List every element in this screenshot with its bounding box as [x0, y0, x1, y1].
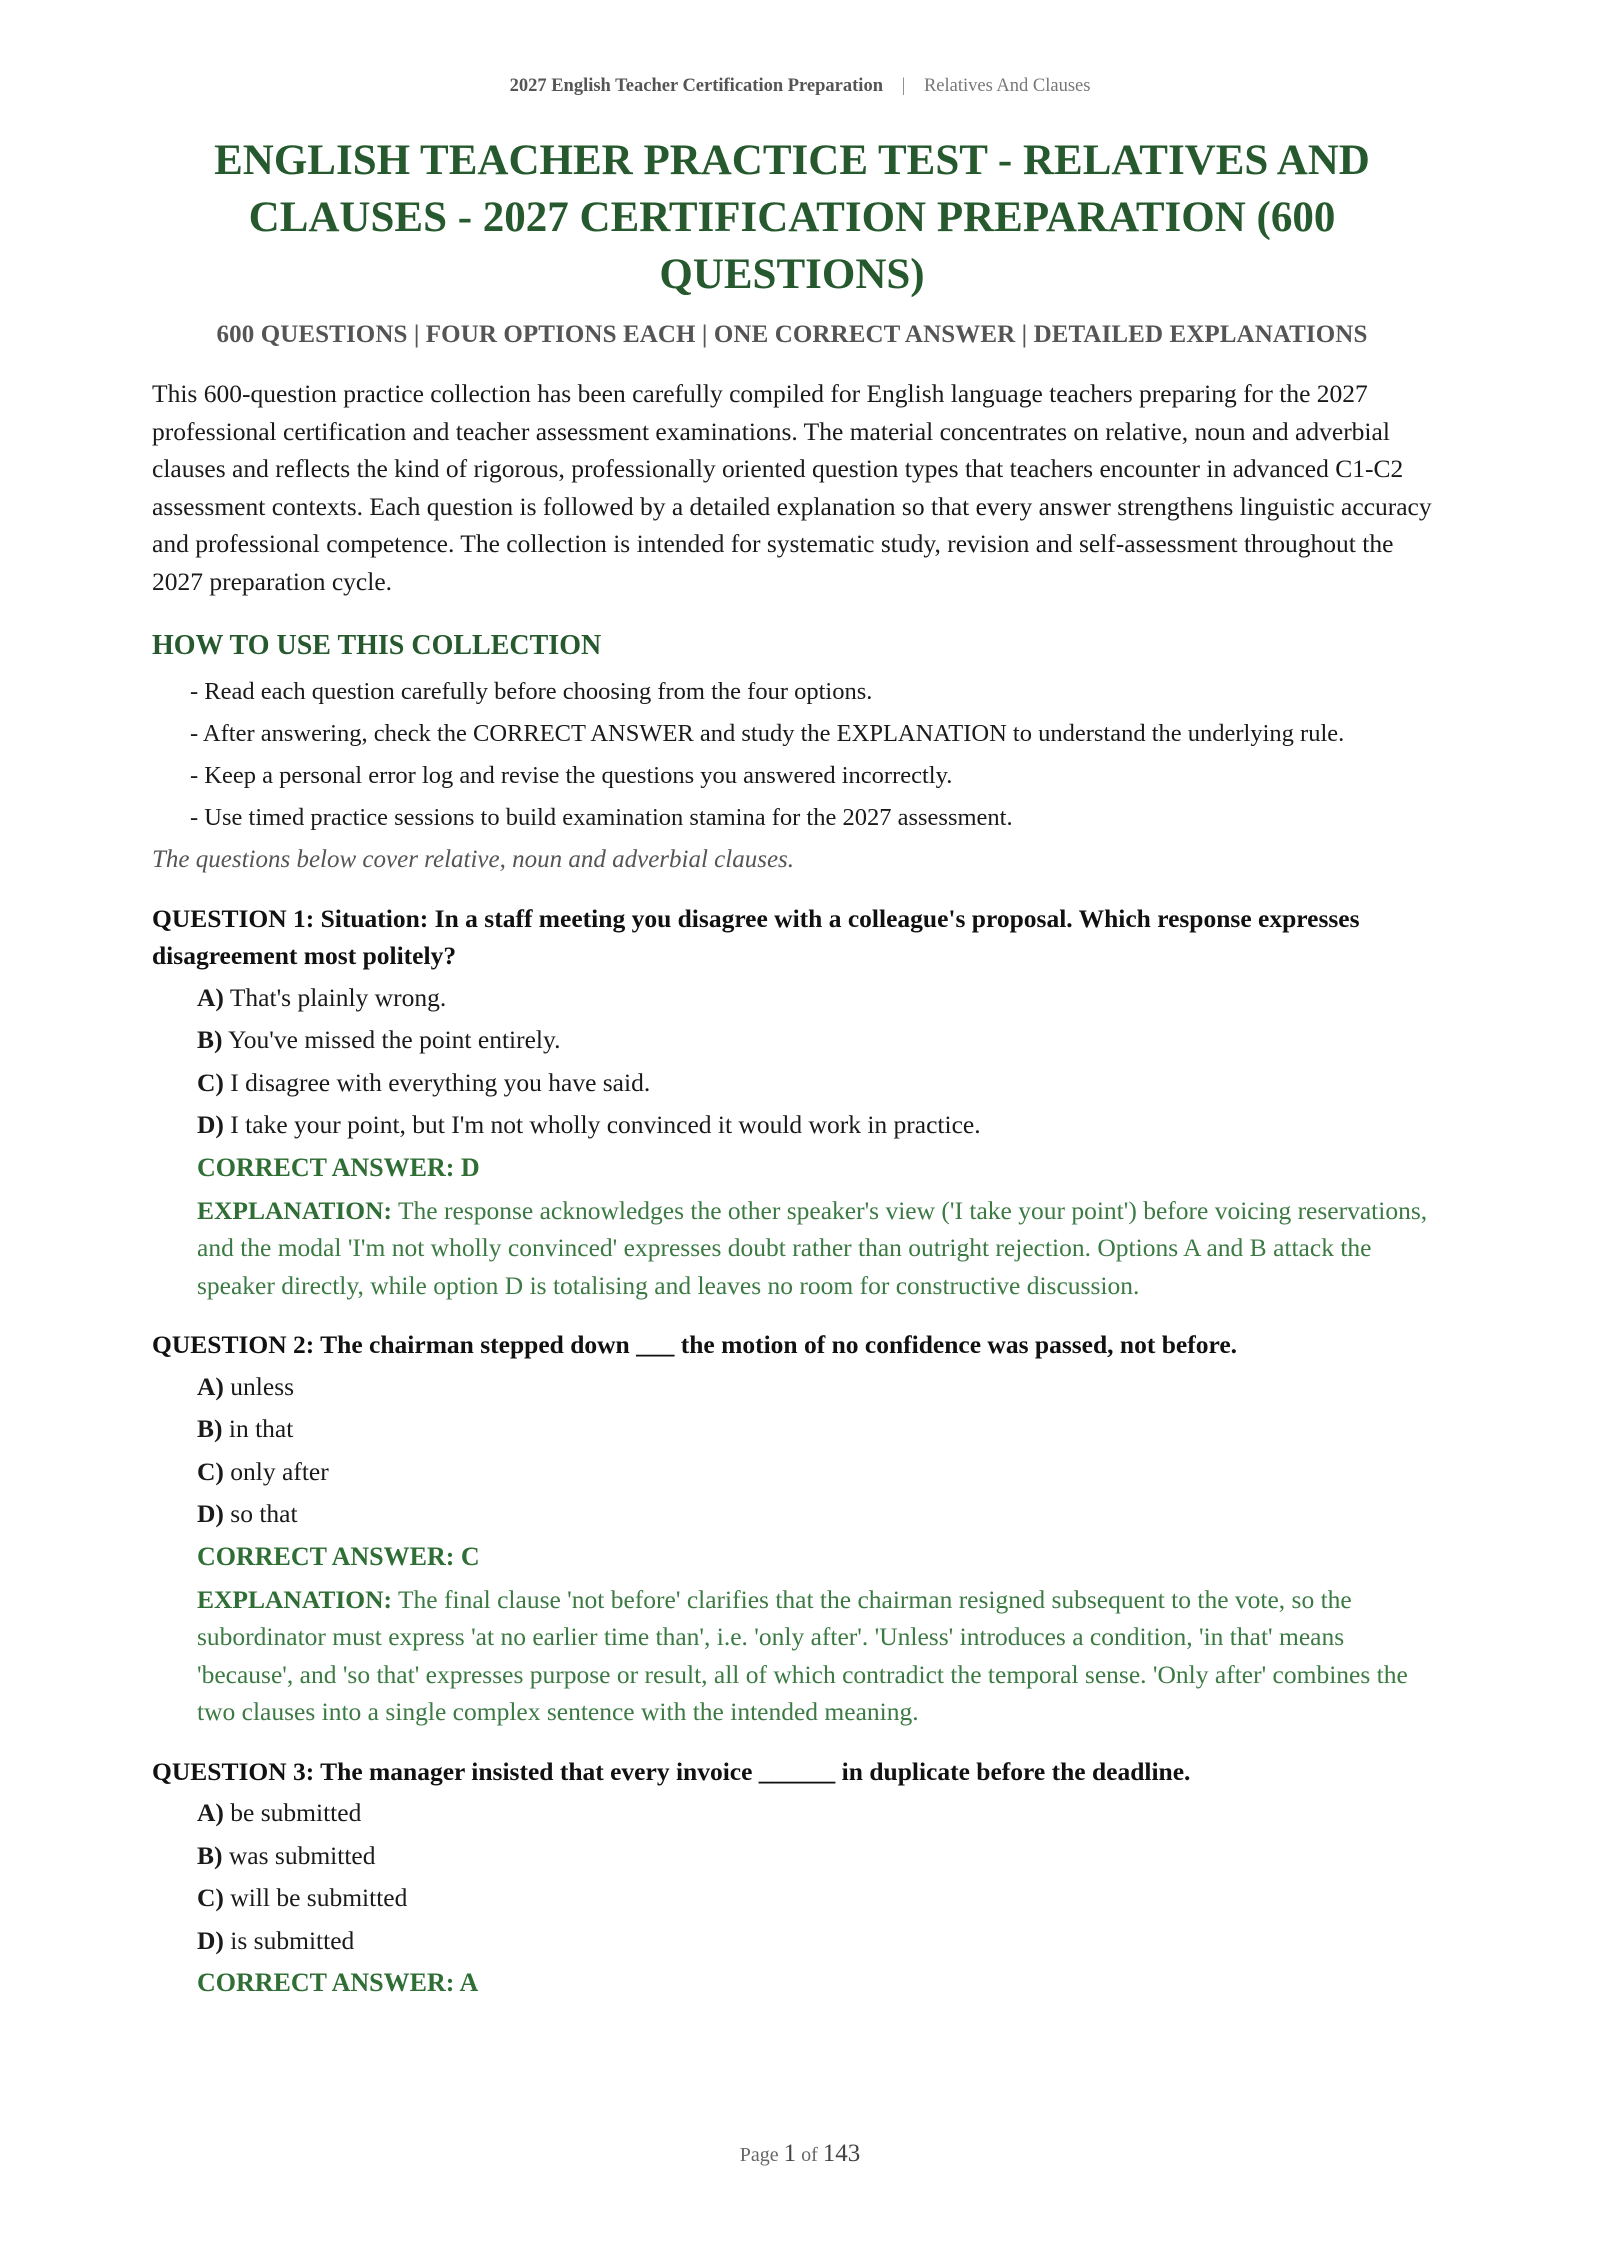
- option-item: [197, 1065, 1432, 1101]
- option-text: unless: [230, 1371, 295, 1401]
- option-text: You've missed the point entirely.: [227, 1025, 561, 1054]
- page-footer: [0, 2140, 1600, 2168]
- explanation: [152, 1192, 1432, 1305]
- correct-answer: CORRECT ANSWER: D: [197, 1152, 480, 1182]
- option-text: only after: [230, 1456, 329, 1486]
- option-list: [152, 1369, 1432, 1533]
- how-to-list: [152, 674, 1432, 835]
- question-stem: QUESTION 3: The manager insisted that every invoice ______ in duplicate before the deadline.: [152, 1756, 1191, 1786]
- intro-paragraph: This 600-question practice collection has been carefully compiled for English language teachers preparing for the 2027 professional certification and teacher assessment examinations. The material concentrates on relative, noun and adverbial clauses and reflects the kind of rigorous, professionally oriented question types that teachers encounter in advanced C1-C2 assessment contexts. Each question is followed by a detailed explanation so that every answer strengthens linguistic accuracy and professional competence. The collection is intended for systematic study, revision and self-assessment throughout the 2027 preparation cycle.: [152, 379, 1432, 596]
- option-letter: D): [197, 1499, 224, 1528]
- option-text: will be submitted: [230, 1883, 408, 1912]
- option-letter: B): [197, 1025, 223, 1054]
- option-letter: C): [197, 1883, 224, 1912]
- option-item: [197, 1454, 1432, 1490]
- how-to-item: - After answering, check the CORRECT ANSWER and study the EXPLANATION to understand the underlying rule.: [190, 719, 1345, 747]
- option-item: [197, 1107, 1432, 1143]
- option-text: I take your point, but I'm not wholly convinced it would work in practice.: [230, 1110, 981, 1139]
- option-text: was submitted: [228, 1840, 376, 1870]
- how-to-item: - Use timed practice sessions to build examination stamina for the 2027 assessment.: [190, 803, 1013, 831]
- running-header-separator: |: [901, 76, 906, 96]
- option-letter: B): [197, 1414, 223, 1443]
- running-header-section: Relatives And Clauses: [923, 76, 1091, 96]
- option-item: [197, 1795, 1432, 1831]
- how-to-item: - Read each question carefully before choosing from the four options.: [190, 677, 873, 705]
- correct-answer: CORRECT ANSWER: A: [197, 1968, 479, 1997]
- option-item: [197, 1923, 1432, 1959]
- option-item: [197, 1369, 1432, 1405]
- option-item: [197, 1880, 1432, 1916]
- option-item: [197, 1496, 1432, 1532]
- option-text: is submitted: [230, 1925, 355, 1955]
- option-letter: C): [197, 1067, 224, 1097]
- running-header: [0, 76, 1600, 97]
- correct-answer: CORRECT ANSWER: C: [197, 1541, 480, 1571]
- option-text: in that: [228, 1414, 294, 1443]
- option-text: so that: [230, 1499, 298, 1528]
- explanation-text: The final clause 'not before' clarifies that the chairman resigned subsequent to the vote, so the subordinator must express 'at no earlier time than', i.e. 'only after'. 'Unless' introduces a condition, 'in that' means 'because', and 'so that' expresses purpose or result, all of which contradict the temporal sense. 'Only after' combines the two clauses into a single complex sentence with the intended meaning.: [197, 1584, 1408, 1726]
- of-word: of: [801, 2144, 818, 2166]
- option-letter: D): [197, 1110, 224, 1139]
- option-list: [152, 1795, 1432, 1959]
- option-item: [197, 1022, 1432, 1058]
- option-list: [152, 980, 1432, 1144]
- option-text: That's plainly wrong.: [229, 982, 447, 1012]
- page-number: 1: [783, 2140, 797, 2167]
- explanation-label: EXPLANATION:: [197, 1584, 393, 1614]
- option-item: [197, 1411, 1432, 1447]
- option-item: [197, 1838, 1432, 1874]
- option-letter: D): [197, 1925, 224, 1955]
- question-stem: QUESTION 2: The chairman stepped down ___ the motion of no confidence was passed, not before.: [152, 1330, 1238, 1359]
- option-item: [197, 980, 1432, 1016]
- question-stem: QUESTION 1: Situation: In a staff meeting you disagree with a colleague's proposal. Which response expresses disagreement most politely?: [152, 903, 1360, 970]
- question-block: [152, 1326, 1432, 1731]
- option-letter: A): [197, 1371, 224, 1401]
- explanation-label: EXPLANATION:: [197, 1195, 393, 1225]
- option-letter: B): [197, 1840, 223, 1870]
- page-content: [152, 132, 1432, 2001]
- coverage-note: The questions below cover relative, noun and adverbial clauses.: [152, 845, 795, 873]
- option-text: be submitted: [230, 1798, 362, 1827]
- total-pages: 143: [822, 2140, 861, 2167]
- document-title: ENGLISH TEACHER PRACTICE TEST - RELATIVES AND CLAUSES - 2027 CERTIFICATION PREPARATION (600 QUESTIONS): [214, 137, 1370, 298]
- how-to-item: - Keep a personal error log and revise the questions you answered incorrectly.: [190, 761, 953, 789]
- how-to-heading: HOW TO USE THIS COLLECTION: [152, 629, 602, 661]
- option-letter: C): [197, 1456, 224, 1486]
- question-block: [152, 900, 1432, 1305]
- option-letter: A): [197, 1798, 224, 1827]
- page-word: Page: [739, 2144, 779, 2166]
- document-subtitle: 600 QUESTIONS | FOUR OPTIONS EACH | ONE CORRECT ANSWER | DETAILED EXPLANATIONS: [216, 321, 1368, 348]
- option-text: I disagree with everything you have said.: [230, 1067, 651, 1097]
- option-letter: A): [197, 982, 224, 1012]
- explanation-text: The response acknowledges the other speaker's view ('I take your point') before voicing reservations, and the modal 'I'm not wholly convinced' expresses doubt rather than outright rejection. Options A and B attack the speaker directly, while option D is totalising and leaves no room for constructive discussion.: [197, 1195, 1428, 1300]
- explanation: [152, 1581, 1432, 1731]
- question-block: [152, 1753, 1432, 2002]
- running-header-title: 2027 English Teacher Certification Preparation: [509, 76, 883, 96]
